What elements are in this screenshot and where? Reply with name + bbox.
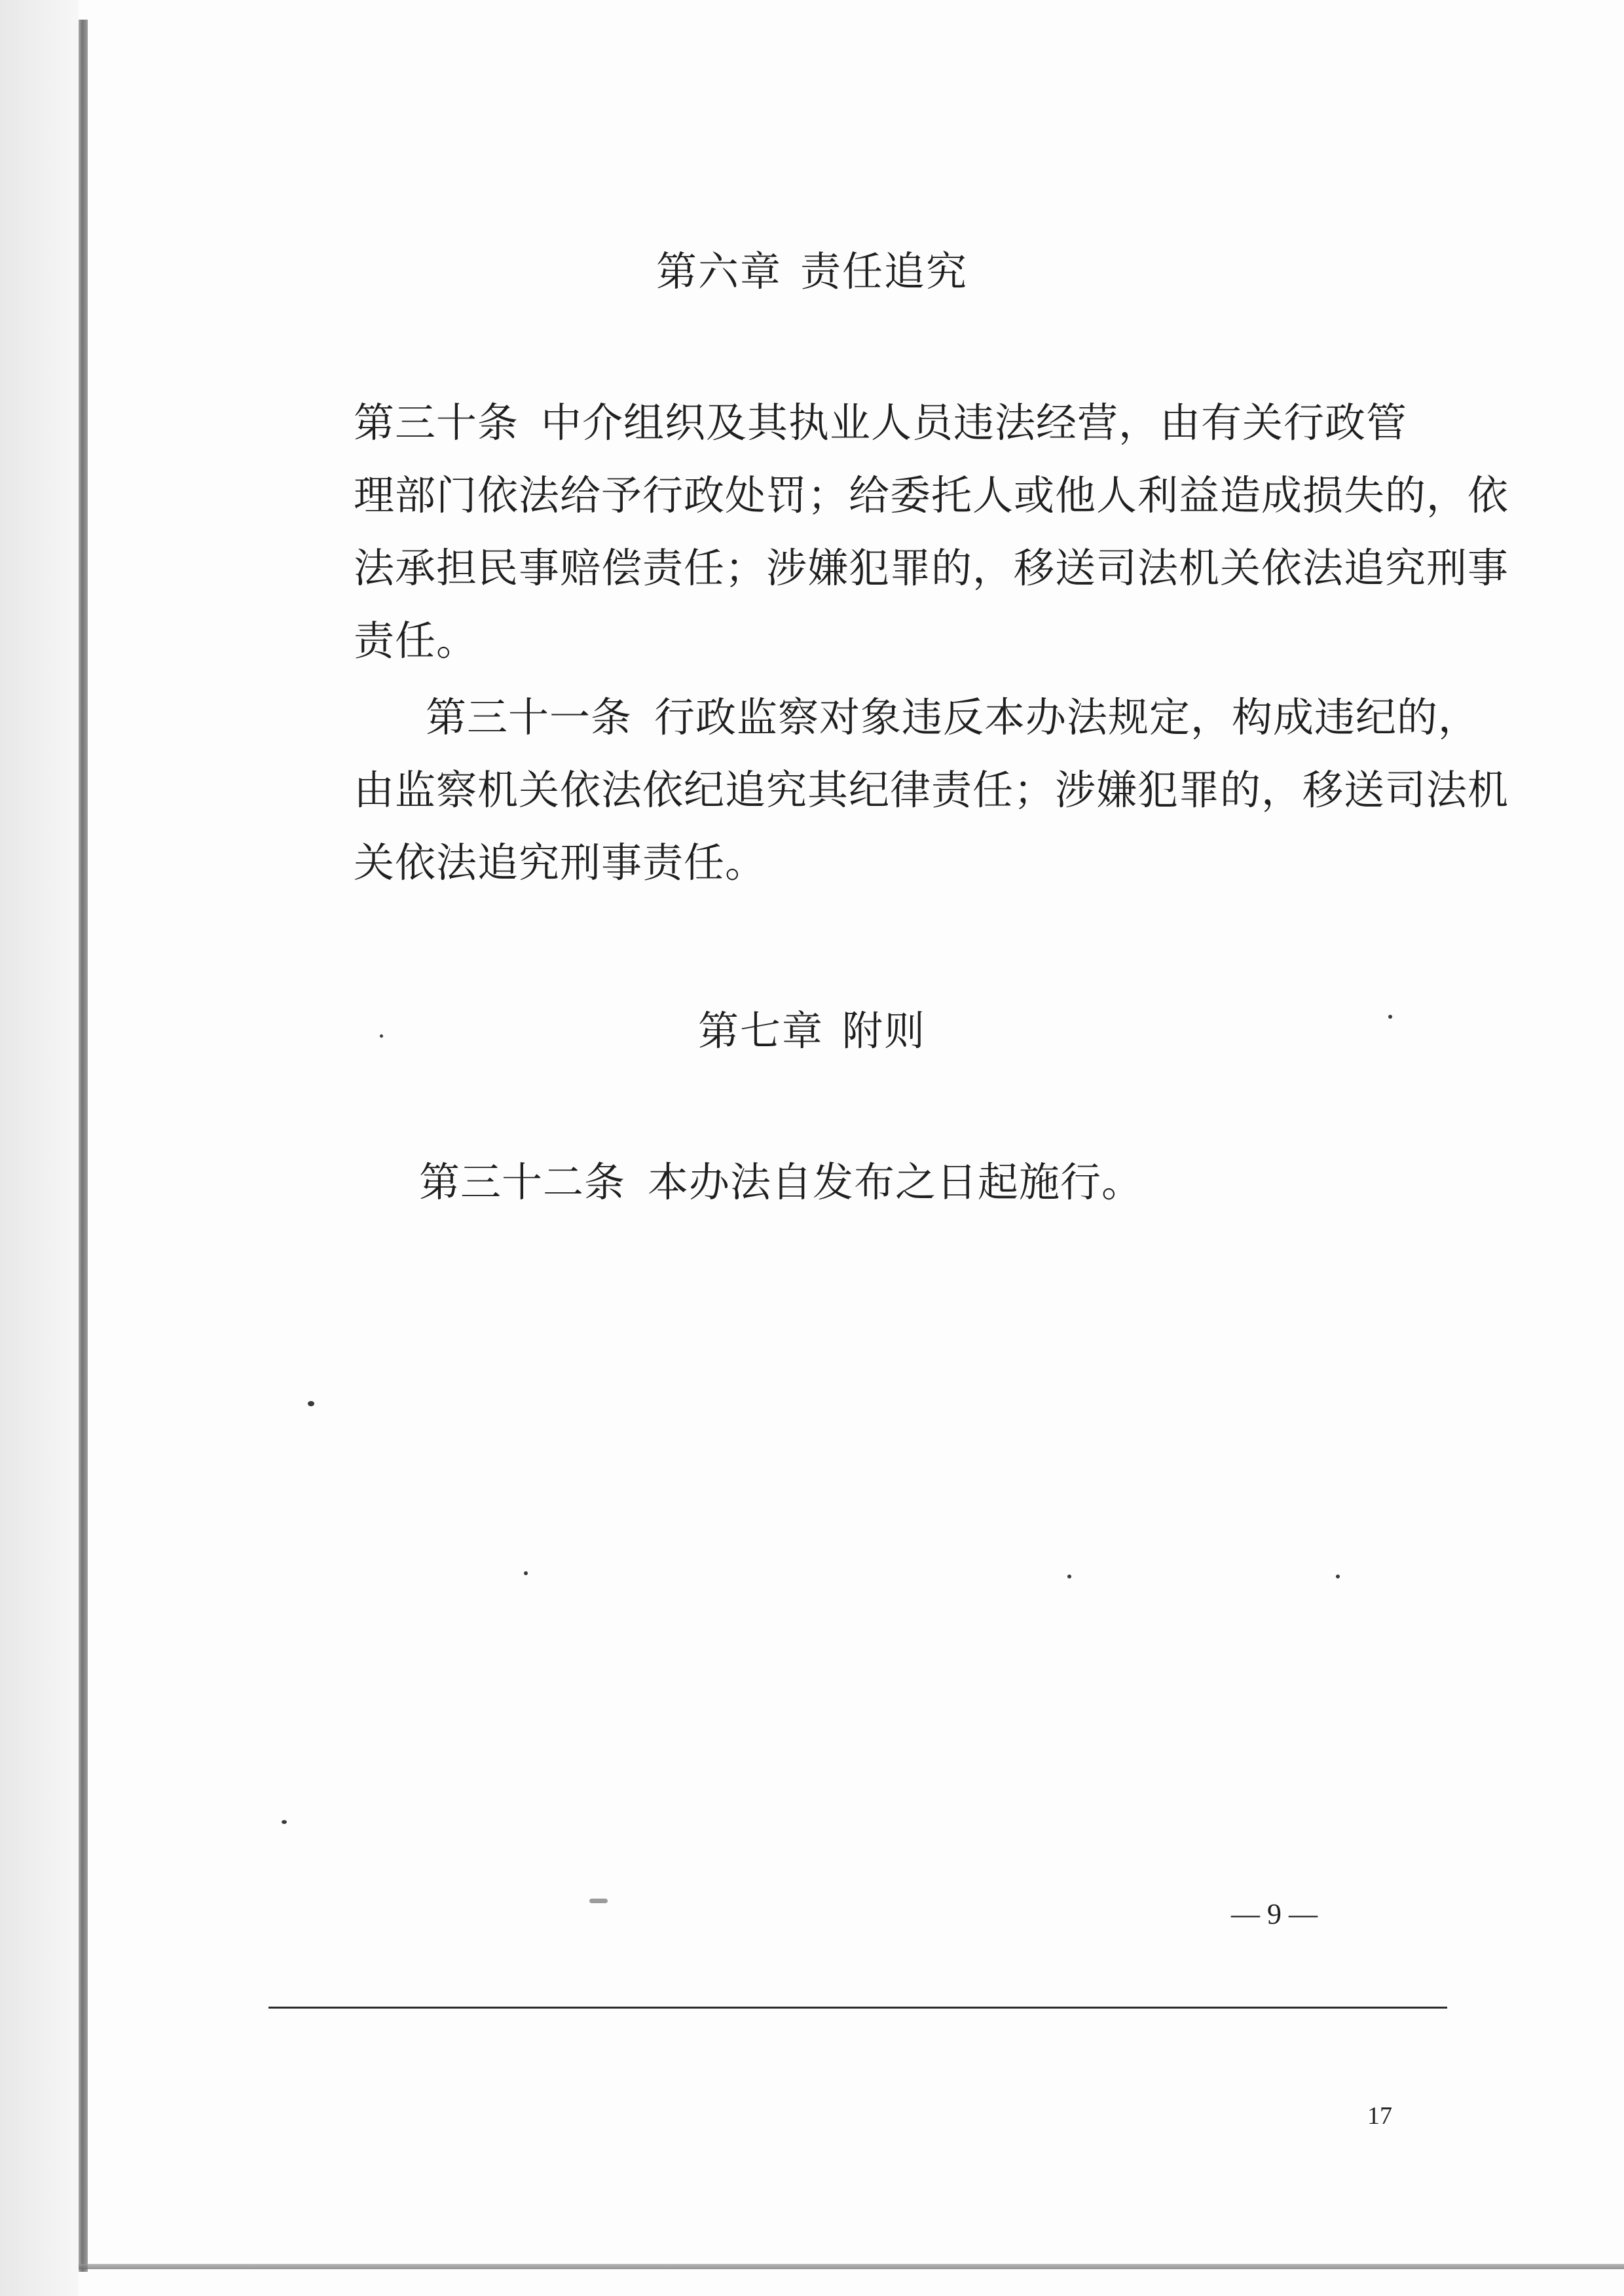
article-30-line-1: 中介组织及其执业人员违法经营，由有关行政管 xyxy=(541,399,1408,446)
binding-shadow xyxy=(0,0,79,2296)
page-number: — 9 — xyxy=(1231,1898,1318,1930)
scan-speck xyxy=(1067,1575,1071,1578)
footer-rule xyxy=(268,2007,1447,2009)
chapter-7-heading xyxy=(0,998,1624,1057)
article-31-number: 第三十一条 xyxy=(426,693,633,741)
scan-speck xyxy=(589,1899,608,1903)
article-31-line-3: 关依法追究刑事责任。 xyxy=(354,839,767,886)
article-32-text: 本办法自发布之日起施行。 xyxy=(648,1158,1143,1206)
scan-speck xyxy=(308,1401,314,1406)
chapter-7-name: 附则 xyxy=(842,1007,927,1055)
article-30-continuation xyxy=(354,459,1509,677)
chapter-6-heading xyxy=(0,239,1624,297)
article-31 xyxy=(426,681,1479,754)
scan-speck xyxy=(524,1571,528,1575)
scan-speck xyxy=(1336,1575,1340,1578)
article-32-number: 第三十二条 xyxy=(419,1158,626,1206)
article-31-line-2: 由监察机关依法依纪追究其纪律责任；涉嫌犯罪的，移送司法机 xyxy=(354,766,1509,814)
article-31-line-1: 行政监察对象违反本办法规定，构成违纪的， xyxy=(654,693,1480,741)
bottom-edge xyxy=(79,2264,1624,2269)
article-32 xyxy=(419,1146,1143,1218)
scan-speck xyxy=(1388,1015,1392,1019)
chapter-6-name: 责任追究 xyxy=(800,247,969,295)
article-30-line-3: 法承担民事赔偿责任；涉嫌犯罪的，移送司法机关依法追究刑事 xyxy=(354,544,1509,592)
article-30 xyxy=(354,386,1407,459)
article-30-number: 第三十条 xyxy=(354,399,519,446)
article-30-line-4: 责任。 xyxy=(354,617,478,665)
sheet-number: 17 xyxy=(1367,2102,1392,2130)
article-30-line-2: 理部门依法给予行政处罚；给委托人或他人利益造成损失的，依 xyxy=(354,471,1509,519)
scan-speck xyxy=(380,1034,383,1038)
binding-edge xyxy=(79,20,88,2272)
scan-speck xyxy=(282,1820,287,1824)
chapter-6-title: 第六章 xyxy=(655,247,782,295)
article-31-continuation xyxy=(354,754,1509,899)
chapter-7-title: 第七章 xyxy=(697,1007,824,1055)
